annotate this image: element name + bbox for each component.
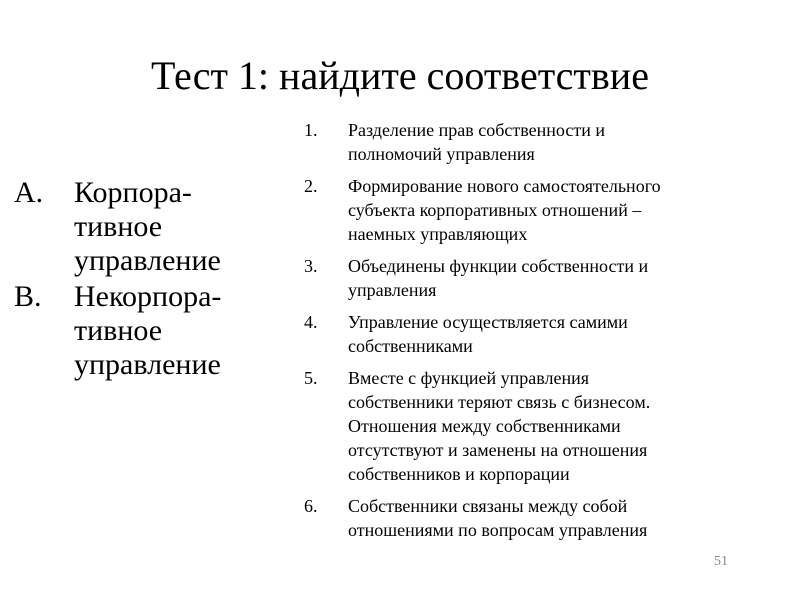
page-number: 51 [714,554,728,569]
statement-number: 4. [304,312,318,332]
left-option-text: Некорпора- тивное управление [74,280,222,381]
statement-3 [304,254,744,302]
statement-number: 3. [304,256,318,276]
statement-text: Собственники связаны между собой отношениями по вопросам управления [348,496,648,540]
statement-text: Управление осуществляется самими собственниками [348,312,628,356]
statement-5 [304,366,744,486]
left-option-b [14,280,274,382]
left-option-marker: A. [14,176,44,209]
statement-number: 1. [304,120,318,140]
statement-text: Вместе с функцией управления собственники теряют связь с бизнесом. Отношения между собственниками отсутствуют и заменены на отношения собственников и корпорации [348,368,651,484]
statement-text: Формирование нового самостоятельного субъекта корпоративных отношений – наемных управляющих [348,176,661,244]
statement-text: Объединены функции собственности и управления [348,256,649,300]
left-option-marker: B. [14,280,42,313]
statement-6 [304,494,744,542]
statement-number: 5. [304,368,318,388]
statement-number: 2. [304,176,318,196]
right-statements-list [304,118,744,550]
statement-number: 6. [304,496,318,516]
statement-1 [304,118,744,166]
statement-4 [304,310,744,358]
slide-title: Тест 1: найдите соответствие [151,53,649,98]
left-option-a [14,176,274,278]
left-option-text: Корпора- тивное управление [74,176,221,277]
statement-text: Разделение прав собственности и полномочий управления [348,120,606,164]
statement-2 [304,174,744,246]
left-options-list [14,176,274,384]
